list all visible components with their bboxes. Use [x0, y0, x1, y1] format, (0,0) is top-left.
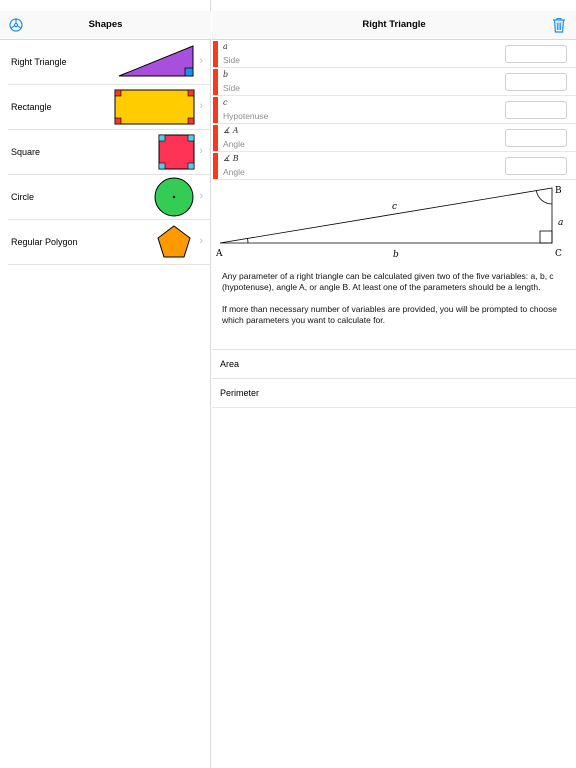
chevron-right-icon: ›: [199, 145, 203, 157]
square-icon: [158, 132, 196, 172]
result-row-perimeter[interactable]: [212, 379, 576, 408]
result-label: Area: [220, 359, 240, 369]
right-angle-marker: [540, 231, 552, 243]
variable-description: Angle: [223, 139, 245, 149]
rectangle-icon: [114, 87, 196, 127]
required-indicator: [213, 41, 218, 67]
shape-item-label: Square: [11, 147, 41, 157]
side-label-a: a: [558, 218, 564, 228]
description-text: [222, 271, 568, 337]
description-paragraph: Any parameter of a right triangle can be calculated given two of the five variables: a, b, c (hypotenuse), angle A, or angle B. At least one of the parameters should be a length.: [222, 271, 554, 292]
shape-item-circle[interactable]: [8, 175, 211, 220]
variable-symbol: ∡ B: [223, 154, 239, 163]
angle-a-arc: [248, 239, 249, 244]
shape-item-label: Regular Polygon: [11, 237, 78, 247]
input-row-c: [212, 96, 576, 124]
required-indicator: [213, 69, 218, 95]
vertex-label-c: C: [555, 249, 562, 259]
vertex-label-b: B: [555, 186, 562, 196]
chevron-right-icon: ›: [199, 190, 203, 202]
result-label: Perimeter: [220, 388, 260, 398]
triangle-outline: [220, 188, 552, 243]
detail-title: Right Triangle: [362, 19, 426, 30]
hypotenuse-c-input[interactable]: [505, 101, 567, 119]
variable-description: Hypotenuse: [223, 111, 269, 121]
required-indicator: [213, 153, 218, 179]
description-paragraph: If more than necessary number of variables are provided, you will be prompted to choose which parameters you want to calculate for.: [222, 304, 557, 325]
results-list: [212, 349, 576, 408]
input-row-b: [212, 68, 576, 96]
shape-item-label: Rectangle: [11, 102, 52, 112]
variable-symbol: ∡ A: [223, 126, 239, 135]
right-triangle-icon: [118, 42, 196, 80]
input-row-a: [212, 40, 576, 68]
angle-a-input[interactable]: [505, 129, 567, 147]
variable-description: Angle: [223, 167, 245, 177]
chevron-right-icon: ›: [199, 235, 203, 247]
side-a-input[interactable]: [505, 45, 567, 63]
angle-b-input[interactable]: [505, 157, 567, 175]
side-label-c: c: [392, 202, 398, 212]
input-row-angle-b: [212, 152, 576, 180]
shape-item-right-triangle[interactable]: [8, 40, 211, 85]
detail-pane: [212, 0, 576, 768]
shape-item-square[interactable]: [8, 130, 211, 175]
side-b-input[interactable]: [505, 73, 567, 91]
circle-icon: [154, 177, 196, 219]
shape-item-label: Right Triangle: [11, 57, 67, 67]
variable-symbol: b: [223, 70, 229, 79]
variable-symbol: a: [223, 42, 228, 51]
variable-description: Side: [223, 55, 241, 65]
side-label-b: b: [393, 250, 399, 260]
input-row-angle-a: [212, 124, 576, 152]
master-nav-bar: [0, 11, 211, 40]
variable-symbol: c: [223, 98, 228, 107]
master-title: Shapes: [88, 19, 123, 30]
shape-list: [8, 40, 211, 265]
shape-item-regular-polygon[interactable]: [8, 220, 211, 265]
chevron-right-icon: ›: [199, 100, 203, 112]
shape-item-label: Circle: [11, 192, 35, 202]
angle-b-arc: [536, 191, 552, 204]
vertex-label-a: A: [216, 249, 223, 259]
master-pane: [0, 0, 211, 768]
required-indicator: [213, 97, 218, 123]
right-triangle-diagram: [212, 180, 576, 260]
required-indicator: [213, 125, 218, 151]
pentagon-icon: [156, 222, 196, 262]
detail-nav-bar: [212, 11, 576, 40]
trash-icon[interactable]: [552, 17, 566, 33]
chevron-right-icon: ›: [199, 55, 203, 67]
variable-description: Side: [223, 83, 241, 93]
shape-item-rectangle[interactable]: [8, 85, 211, 130]
parameter-inputs: [212, 40, 576, 180]
result-row-area[interactable]: [212, 350, 576, 379]
